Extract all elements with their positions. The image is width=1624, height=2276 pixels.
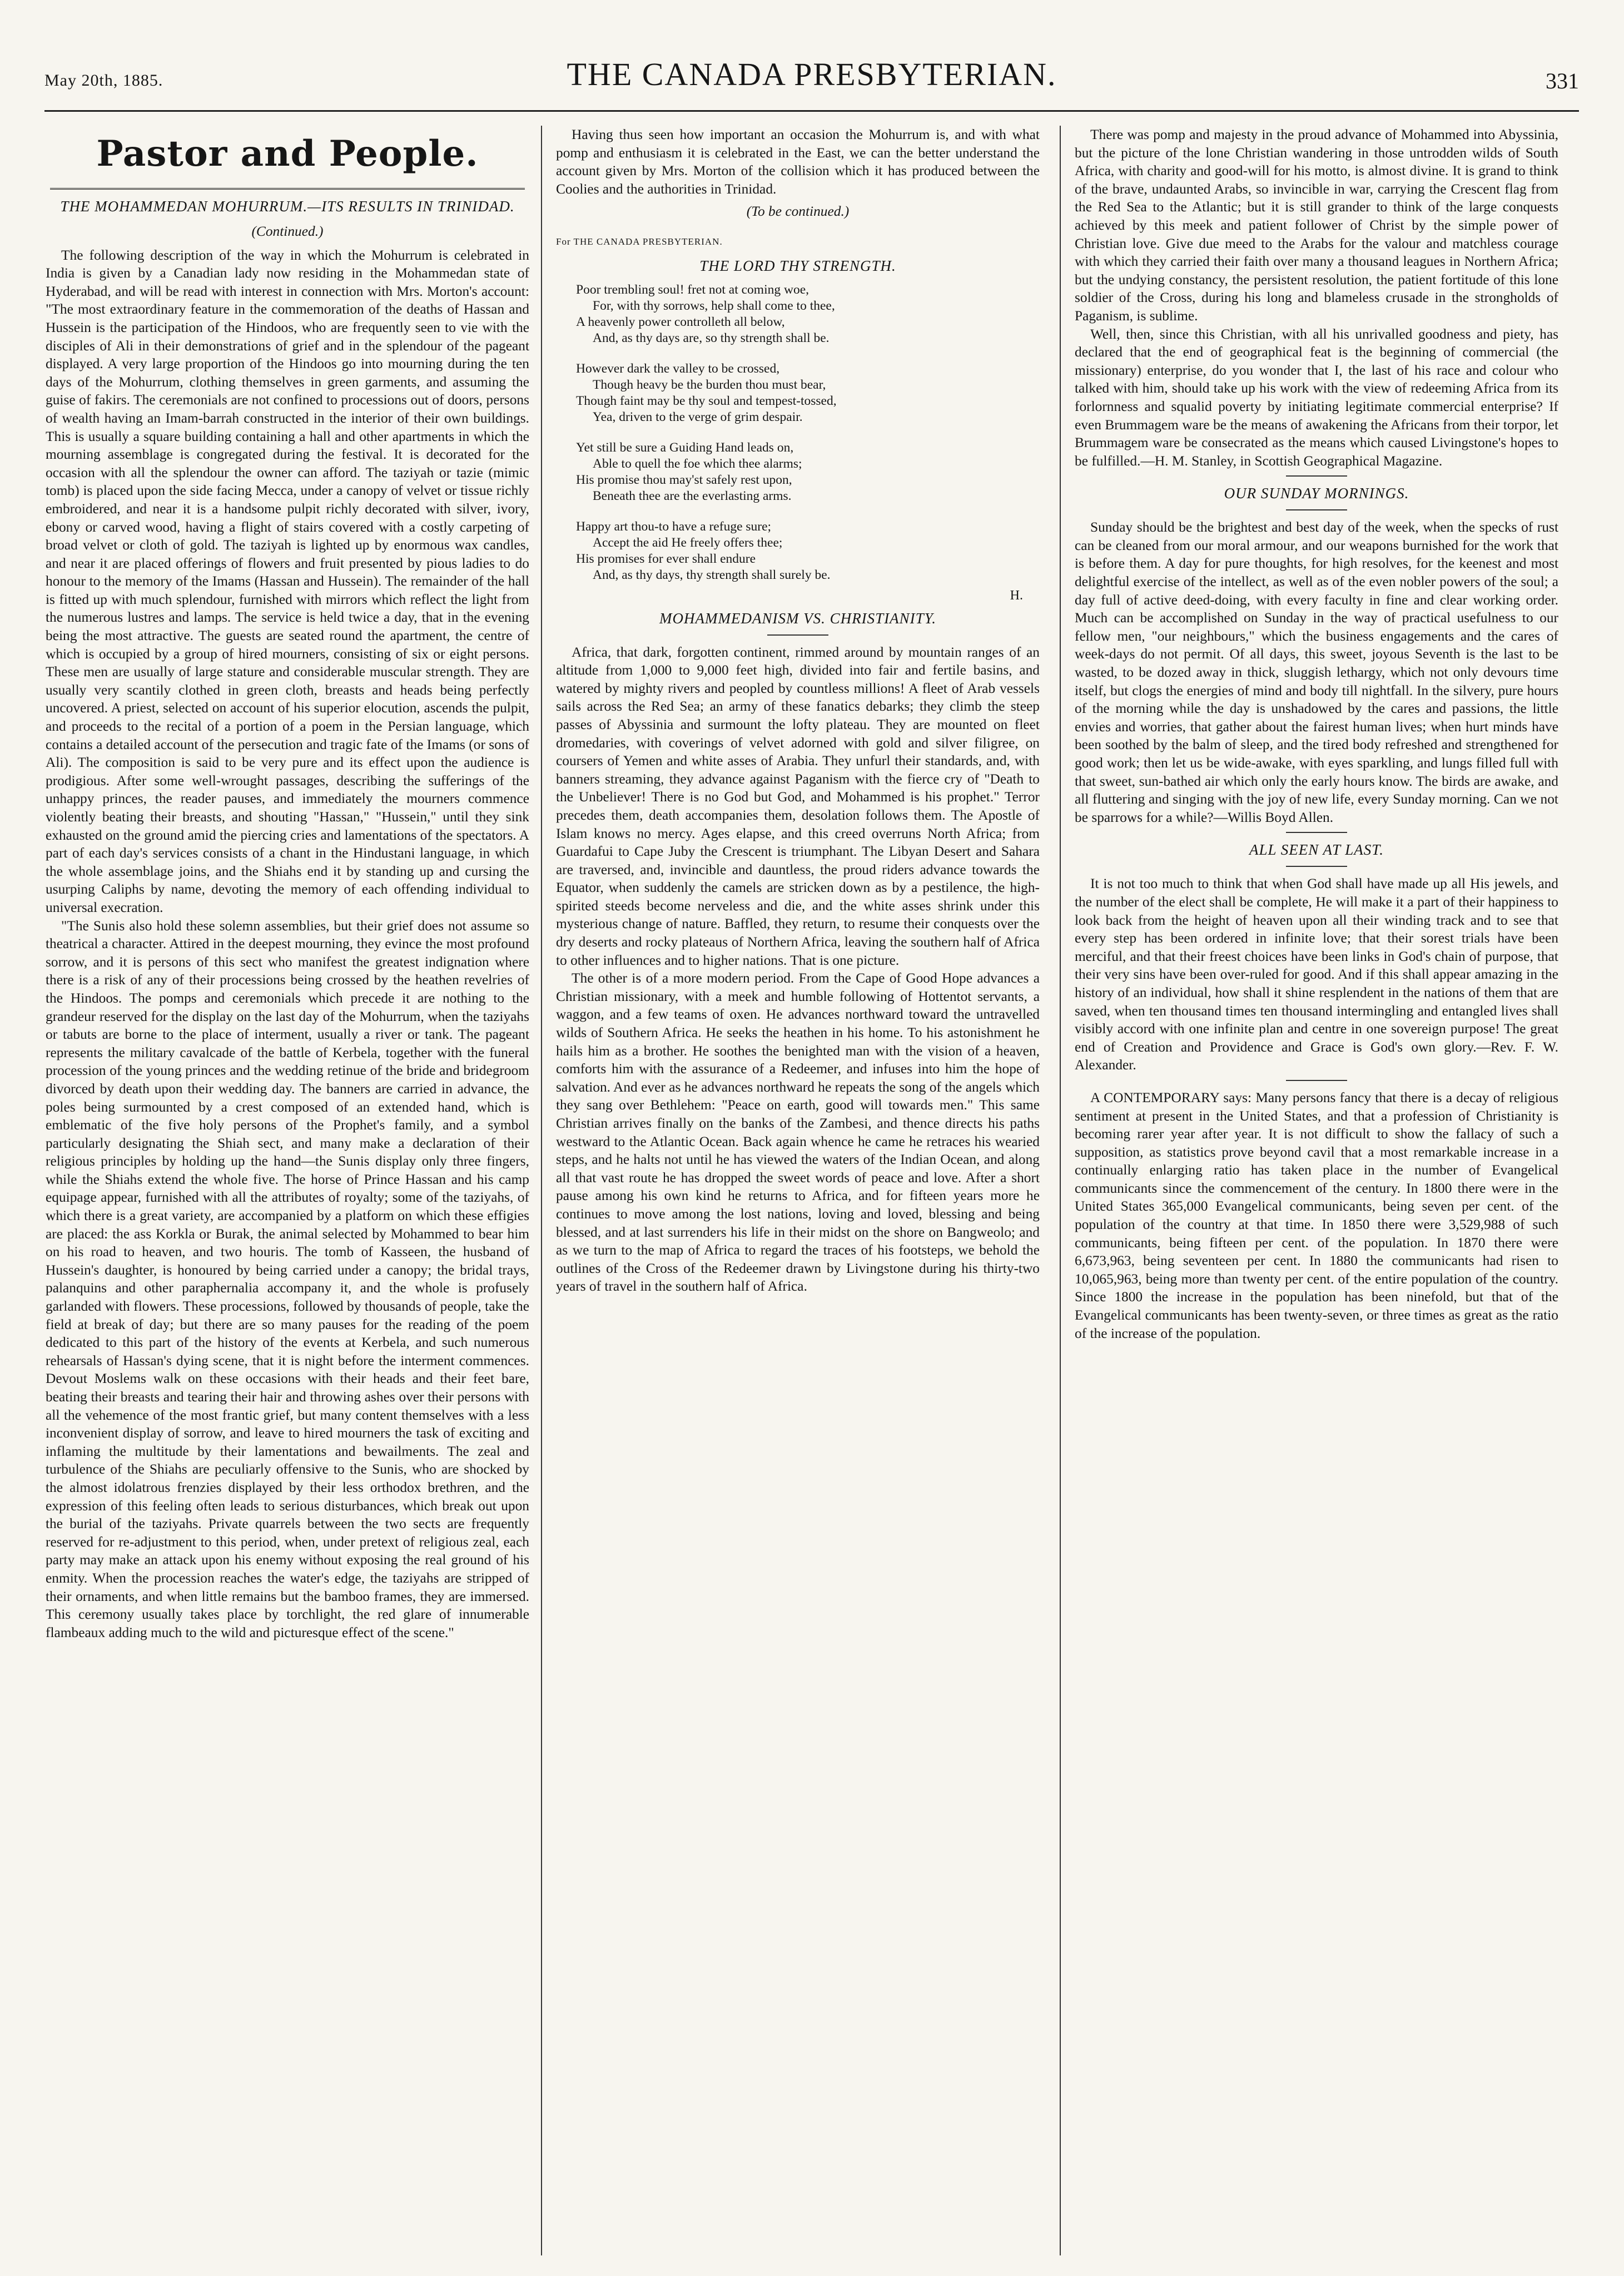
title-rule — [1286, 866, 1347, 867]
poem-line: And, as thy days, thy strength shall surely be. — [593, 567, 831, 582]
poem-line: Beneath thee are the everlasting arms. — [593, 488, 792, 503]
to-be-continued: (To be continued.) — [746, 204, 850, 220]
article-title: OUR SUNDAY MORNINGS. — [1224, 485, 1409, 502]
poem-line: However dark the valley to be crossed, — [576, 361, 780, 376]
poem-line: Yet still be sure a Guiding Hand leads on, — [576, 440, 794, 455]
poem-line: Though faint may be thy soul and tempest-tossed, — [576, 393, 837, 408]
column-divider — [1060, 126, 1061, 2255]
article-title: ALL SEEN AT LAST. — [1249, 841, 1384, 859]
header-rule — [44, 110, 1579, 112]
section-title: Pastor and People. — [96, 133, 479, 175]
poem-line: Yea, driven to the verge of grim despair. — [593, 409, 803, 424]
poem-line: For, with thy sorrows, help shall come to thee, — [593, 298, 835, 313]
title-rule — [1286, 509, 1347, 510]
article-title: THE MOHAMMEDAN MOHURRUM.—ITS RESULTS IN TRINIDAD. — [60, 198, 515, 215]
article-paragraph: There was pomp and majesty in the proud advance of Mohammed into Abyssinia, but the picture of the lone Christian wandering in those untrodden wilds of South Africa, with charity and good-will for his motto, is almost divine. It is grand to think of the brave, undaunted Arabs, so invincible in war, carrying the Crescent flag from the Red Sea to the Atlantic; but it is still grander to think of the large conquests achieved by this meek and patient follower of Christ by the simple power of Christian love. Give due meed to the Arabs for the valour and matchless courage with which they carried their faith over many a thousand leagues in Northern Africa; but the undying constancy, the persistent resolution, the patient fortitude of this lone soldier of the Cross, during his long and blameless crusade in the strongholds of Paganism, is sublime. — [1075, 127, 1558, 324]
poem-line: And, as thy days are, so thy strength shall be. — [593, 330, 830, 345]
article-paragraph: Well, then, since this Christian, with all his unrivalled goodness and piety, has declared that the end of geographical feat is the beginning of commercial (the missionary) enterprise, do you wonder that I, the last of his race and colour who talked with him, should take up his work with the view of redeeming Africa from its forlornness and squalid poverty by initiating legitimate commercial enterprise? If even Brummagem ware be the means of awakening the Africans from their torpor, let Brummagem ware be consecrated as the means which caused Livingstone's hopes to be fulfilled.—H. M. Stanley, in Scottish Geographical Magazine. — [1075, 326, 1558, 469]
poem — [576, 282, 1040, 604]
article-paragraph: Sunday should be the brightest and best day of the week, when the specks of rust can be cleaned from our moral armour, and our weapons burnished for the work that is before them. A day for pure thoughts, for high resolves, for the keenest and most delightful exercise of the intellect, as well as of the even nobler powers of the soul; a day full of active deed-doing, with every faculty in fine and clear working order. Much can be accomplished on Sunday in the way of practical usefulness to our fellow men, "our neighbours," which the business engagements and the cares of week-days do not permit. Of all days, this sweet, joyous Seventh is the last to be wasted, to be dozed away in thick, sluggish lethargy, which not only devours time itself, but clogs the energies of mind and body till nightfall. In the silvery, pure hours of the morning while the day is unshadowed by the cares and passions, the little envies and worries, that gather about the fairest human lives; when hurt minds have been soothed by the balm of sleep, and the tired body refreshed and strengthened for good work; then let us be wide-awake, with eyes sparkling, and lungs filled full with that sweet, sun-bathed air which only the early hours know. The birds are awake, and all fluttering and singing with the joy of new life, every Sunday morning. Can we not be sparrows for a while?—Willis Boyd Allen. — [1075, 519, 1558, 825]
column-3 — [1075, 126, 1558, 1342]
poem-credit: For THE CANADA PRESBYTERIAN. — [556, 236, 723, 247]
section-rule — [50, 188, 525, 190]
page-number: 331 — [1546, 68, 1579, 93]
title-rule — [767, 634, 828, 636]
poem-line: A heavenly power controlleth all below, — [576, 314, 785, 329]
article-paragraph: It is not too much to think that when God shall have made up all His jewels, and the number of the elect shall be complete, He will make it a part of their happiness to look back from the height of heaven upon all their winding track and to see that every step has been ordered in infinite love; that their sorest trials have been merciful, and that their freest choices have been links in God's chain of purpose, that their very sins have been over-ruled for good. And if this shall appear amazing in the history of an individual, how shall it shine resplendent in the nations of them that are saved, when ten thousand times ten thousand intermingling and entangled lives shall visibly accord with one infinite plan and centre in one sovereign purpose! The great end of Creation and Providence and Grace is God's own glory.—Rev. F. W. Alexander. — [1075, 876, 1558, 1073]
poem-stanza — [576, 440, 1040, 504]
poem-line: Accept the aid He freely offers thee; — [593, 535, 783, 550]
poem-line: His promise thou may'st safely rest upon, — [576, 472, 792, 487]
section-divider — [1286, 1080, 1347, 1081]
poem-line: Happy art thou-to have a refuge sure; — [576, 519, 772, 534]
article-paragraph: Having thus seen how important an occasion the Mohurrum is, and with what pomp and enthusiasm it is celebrated in the East, we can the better understand the account given by Mrs. Morton of the collision which it has produced between the Coolies and the authorities in Trinidad. — [556, 127, 1040, 197]
column-1 — [46, 126, 529, 1642]
poem-line: Though heavy be the burden thou must bear, — [593, 377, 826, 392]
article-paragraph: "The Sunis also hold these solemn assemblies, but their grief does not assume so theatrical a character. Attired in the deepest mourning, they evince the most profound sorrow, and it is persons of this sect who manifest the greatest indignation where there is a risk of any of their processions being crossed by the heathen revelries of the Hindoos. The pomps and ceremonials which precede it are nothing to the grandeur reserved for the display on the last day of the Mohurrum, when the taziyahs or tabuts are borne to the place of interment, usually a river or tank. The pageant represents the military cavalcade of the battle of Kerbela, together with the funeral procession of the young princes and the wedding retinue of the bride and bridegroom divorced by death upon their wedding day. The banners are carried in advance, the poles being surmounted by a crest composed of an extended hand, which is emblematic of the five holy persons of the Prophet's family, and a symbol particularly designating the Shiah sect, and many make a declaration of their religious principles by holding up the hand—the Sunis display only three fingers, while the Shiahs extend the whole five. The horse of Prince Hassan and his camp equipage appear, furnished with all the attributes of royalty; some of the taziyahs, of which there is a great variety, are accompanied by a platform on which these effigies are placed: the ass Korkla or Burak, the animal selected by Mohammed to bear him on his road to heaven, and two houris. The tomb of Kasseen, the husband of Hussein's daughter, is honoured by being carried under a canopy; the bridal trays, palanquins and other paraphernalia accompany it, and the whole is profusely garlanded with flowers. These processions, followed by thousands of people, take the field at break of day; but there are so many pauses for the reading of the poem dedicated to this part of the history of the events at Kerbela, and such numerous rehearsals of Hassan's dying scene, that it is night before the interment commences. Devout Moslems walk on these occasions with their heads and their feet bare, beating their breasts and tearing their hair and throwing ashes over their persons with all the vehemence of the most frantic grief, but many content themselves with a less inconvenient display of sorrow, and leave to hired mourners the task of exciting and inflaming the multitude by their lamentations and bewailments. The zeal and turbulence of the Shiahs are peculiarly offensive to the Sunis, who are shocked by the almost idolatrous frenzies displayed by their less orthodox brethren, and the expression of this feeling often leads to serious disturbances, which break out upon the burial of the taziyahs. Private quarrels between the two sects are frequently reserved for re-adjustment to this period, when, under pretext of religious zeal, each party may make an attack upon his enemy without exposing the real ground of his enmity. When the procession reaches the water's edge, the taziyahs are stripped of their ornaments, and when little remains but the bamboo frames, they are immersed. This ceremony usually takes place by torchlight, the red glare of innumerable flambeaux adding much to the wild and picturesque effect of the scene." — [46, 918, 529, 1640]
article-paragraph: The following description of the way in which the Mohurrum is celebrated in India is given by a Canadian lady now residing in the Mohammedan state of Hyderabad, and will be read with interest in connection with Mrs. Morton's account: "The most extraordinary feature in the commemoration of the deaths of Hassan and Hussein is the participation of the Hindoos, who are frequently seen to vie with the disciples of Ali in their demonstrations of grief and in the splendour of the pageant displayed. A very large proportion of the Hindoos go into mourning during the ten days of the Mohurrum, clothing themselves in green garments, and assuming the guise of fakirs. The ceremonials are not confined to processions out of doors, persons of wealth having an Imam-barrah constructed in the interior of their own buildings. This is usually a square building containing a hall and other apartments in which the mourning assemblage is congregated during the festival. It is decorated for the occasion with all the splendour the owner can afford. The taziyah or tazie (mimic tomb) is placed upon the side facing Mecca, under a canopy of velvet or tissue richly embroidered, and near it is a handsome pulpit richly decorated with silver, ivory, ebony or carved wood, having a flight of stairs covered with a costly carpeting of broad velvet or cloth of gold. The taziyah is lighted up by enormous wax candles, and near it are placed offerings of flowers and fruit presented by pious ladies to do honour to the memory of the Imams (Hassan and Hussein). The remainder of the hall is fitted up with much splendour, furnished with mirrors which reflect the light from the numerous lustres and lamps. The service is held twice a day, that in the evening being the most attractive. The guests are seated round the apartment, the centre of which is occupied by a group of hired mourners, consisting of six or eight persons. These men are usually of large stature and considerable muscular strength. They are usually very scantily clothed in green cloth, breasts and heads being perfectly uncovered. A priest, selected on account of his superior elocution, ascends the pulpit, and proceeds to the recital of a portion of a poem in the Persian language, which contains a detailed account of the persecution and tragic fate of the Imams (or sons of Ali). The composition is said to be very pure and its effect upon the audience is prodigious. After some well-wrought passages, describing the sufferings of the unhappy princes, the reader pauses, and immediately the mourners commence violently beating their breasts, and shouting "Hassan," "Hussein," until they sink exhausted on the ground amid the piercing cries and lamentations of the spectators. A part of each day's services consists of a chant in the Hindustani language, in which the whole assemblage joins, and the Shiahs end it by standing up and cursing the usurping Caliphs by name, devoting the memory of each offending individual to universal execration. — [46, 247, 529, 915]
poem-line: Able to quell the foe which thee alarms; — [593, 456, 802, 471]
section-divider — [1286, 832, 1347, 833]
issue-date: May 20th, 1885. — [44, 71, 163, 90]
newspaper-title: THE CANADA PRESBYTERIAN. — [567, 56, 1057, 92]
section-divider — [1286, 475, 1347, 477]
poem-stanza — [576, 282, 1040, 346]
article-paragraph: A CONTEMPORARY says: Many persons fancy that there is a decay of religious sentiment at present in the United States, and that a profession of Christianity is becoming rarer year after year. It is not difficult to show the fallacy of such a supposition, as statistics prove beyond cavil that a most remarkable increase in a continually enlarging ratio has taken place in the number of Evangelical communicants since the commencement of the century. In 1800 there were in the United States 365,000 Evangelical communicants, being seven per cent. of the population of the country at that time. In 1850 there were 3,529,988 of such communicants, being fifteen per cent. of the population. In 1870 there were 6,673,963, being seventeen per cent. In 1880 the communicants had risen to 10,065,963, being more than twenty per cent. of the entire population of the country. Since 1800 the increase in the population has been ninefold, but that of the Evangelical communicants has been twenty-seven, or three times as great as the ratio of the increase of the population. — [1075, 1089, 1558, 1341]
continued-note: (Continued.) — [251, 224, 324, 239]
poem-stanza — [576, 361, 1040, 425]
poem-line: His promises for ever shall endure — [576, 551, 756, 566]
article-paragraph: The other is of a more modern period. From the Cape of Good Hope advances a Christian missionary, with a meek and humble following of Hottentot servants, a waggon, and a few teams of oxen. He advances northward toward the untravelled wilds of Southern Africa. He seeks the heathen in his home. To his astonishment he hails him as a brother. He soothes the benighted man with the vision of a heaven, comforts him with the assurance of a Redeemer, and infuses into him the hope of salvation. And ever as he advances northward he repeats the song of the angels which they sang over Bethlehem: "Peace on earth, good will towards men." This same Christian arrives finally on the banks of the Zambesi, and thence directs his paths westward to the Atlantic Ocean. Back again whence he came he retraces his wearied steps, and he halts not until he has viewed the waters of the Indian Ocean, and along all that vast route he has dropped the sweet words of peace and love. After a short pause among his own kind he returns to Africa, and for fifteen years more he continues to move among the lost nations, loving and loved, blessing and being blessed, and at last surrenders his life in their midst on the shore on Bangweolo; and as we turn to the map of Africa to regard the traces of his footsteps, we behold the outlines of the Cross of the Redeemer drawn by Livingstone during his thirty-two years of travel in the southern half of Africa. — [556, 970, 1040, 1295]
article-title: MOHAMMEDANISM VS. CHRISTIANITY. — [659, 609, 936, 627]
column-2 — [556, 126, 1040, 1296]
article-paragraph: Africa, that dark, forgotten continent, rimmed around by mountain ranges of an altitude from 1,000 to 9,000 feet high, divided into fair and fertile basins, and watered by mighty rivers and peopled by countless millions! A fleet of Arab vessels sails across the Red Sea; an army of these fanatics debarks; they climb the steep passes of Abyssinia and surmount the lofty plateau. They are mounted on fleet dromedaries, with coverings of velvet adorned with gold and silver filigree, on coursers of Yemen and white asses of Arabia. They unfurl their standards, and, with banners streaming, they advance against Paganism with the fierce cry of "Death to the Unbeliever! There is no God but God, and Mohammed is his prophet." Terror precedes them, death accompanies them, desolation follows them. The Apostle of Islam knows no mercy. Ages elapse, and this creed overruns North Africa; from Guardafui to Cape Juby the Crescent is triumphant. The Libyan Desert and Sahara are traversed, and, invincible and dauntless, the proud riders advance towards the Equator, when suddenly the camels are stricken down as by a pestilence, the high-spirited steeds become nerveless and die, and the white asses shrink under this mysterious change of nature. Baffled, they return, to resume their conquests over the dry deserts and rocky plateaus of Northern Africa, leaving the southern half of Africa to other influences and to higher nations. That is one picture. — [556, 644, 1040, 968]
page-header — [44, 51, 1579, 96]
poem-signature: H. — [1010, 588, 1023, 603]
poem-stanza — [576, 519, 1040, 583]
poem-title: THE LORD THY STRENGTH. — [699, 257, 896, 274]
poem-line: Poor trembling soul! fret not at coming woe, — [576, 282, 809, 297]
column-divider — [541, 126, 542, 2255]
